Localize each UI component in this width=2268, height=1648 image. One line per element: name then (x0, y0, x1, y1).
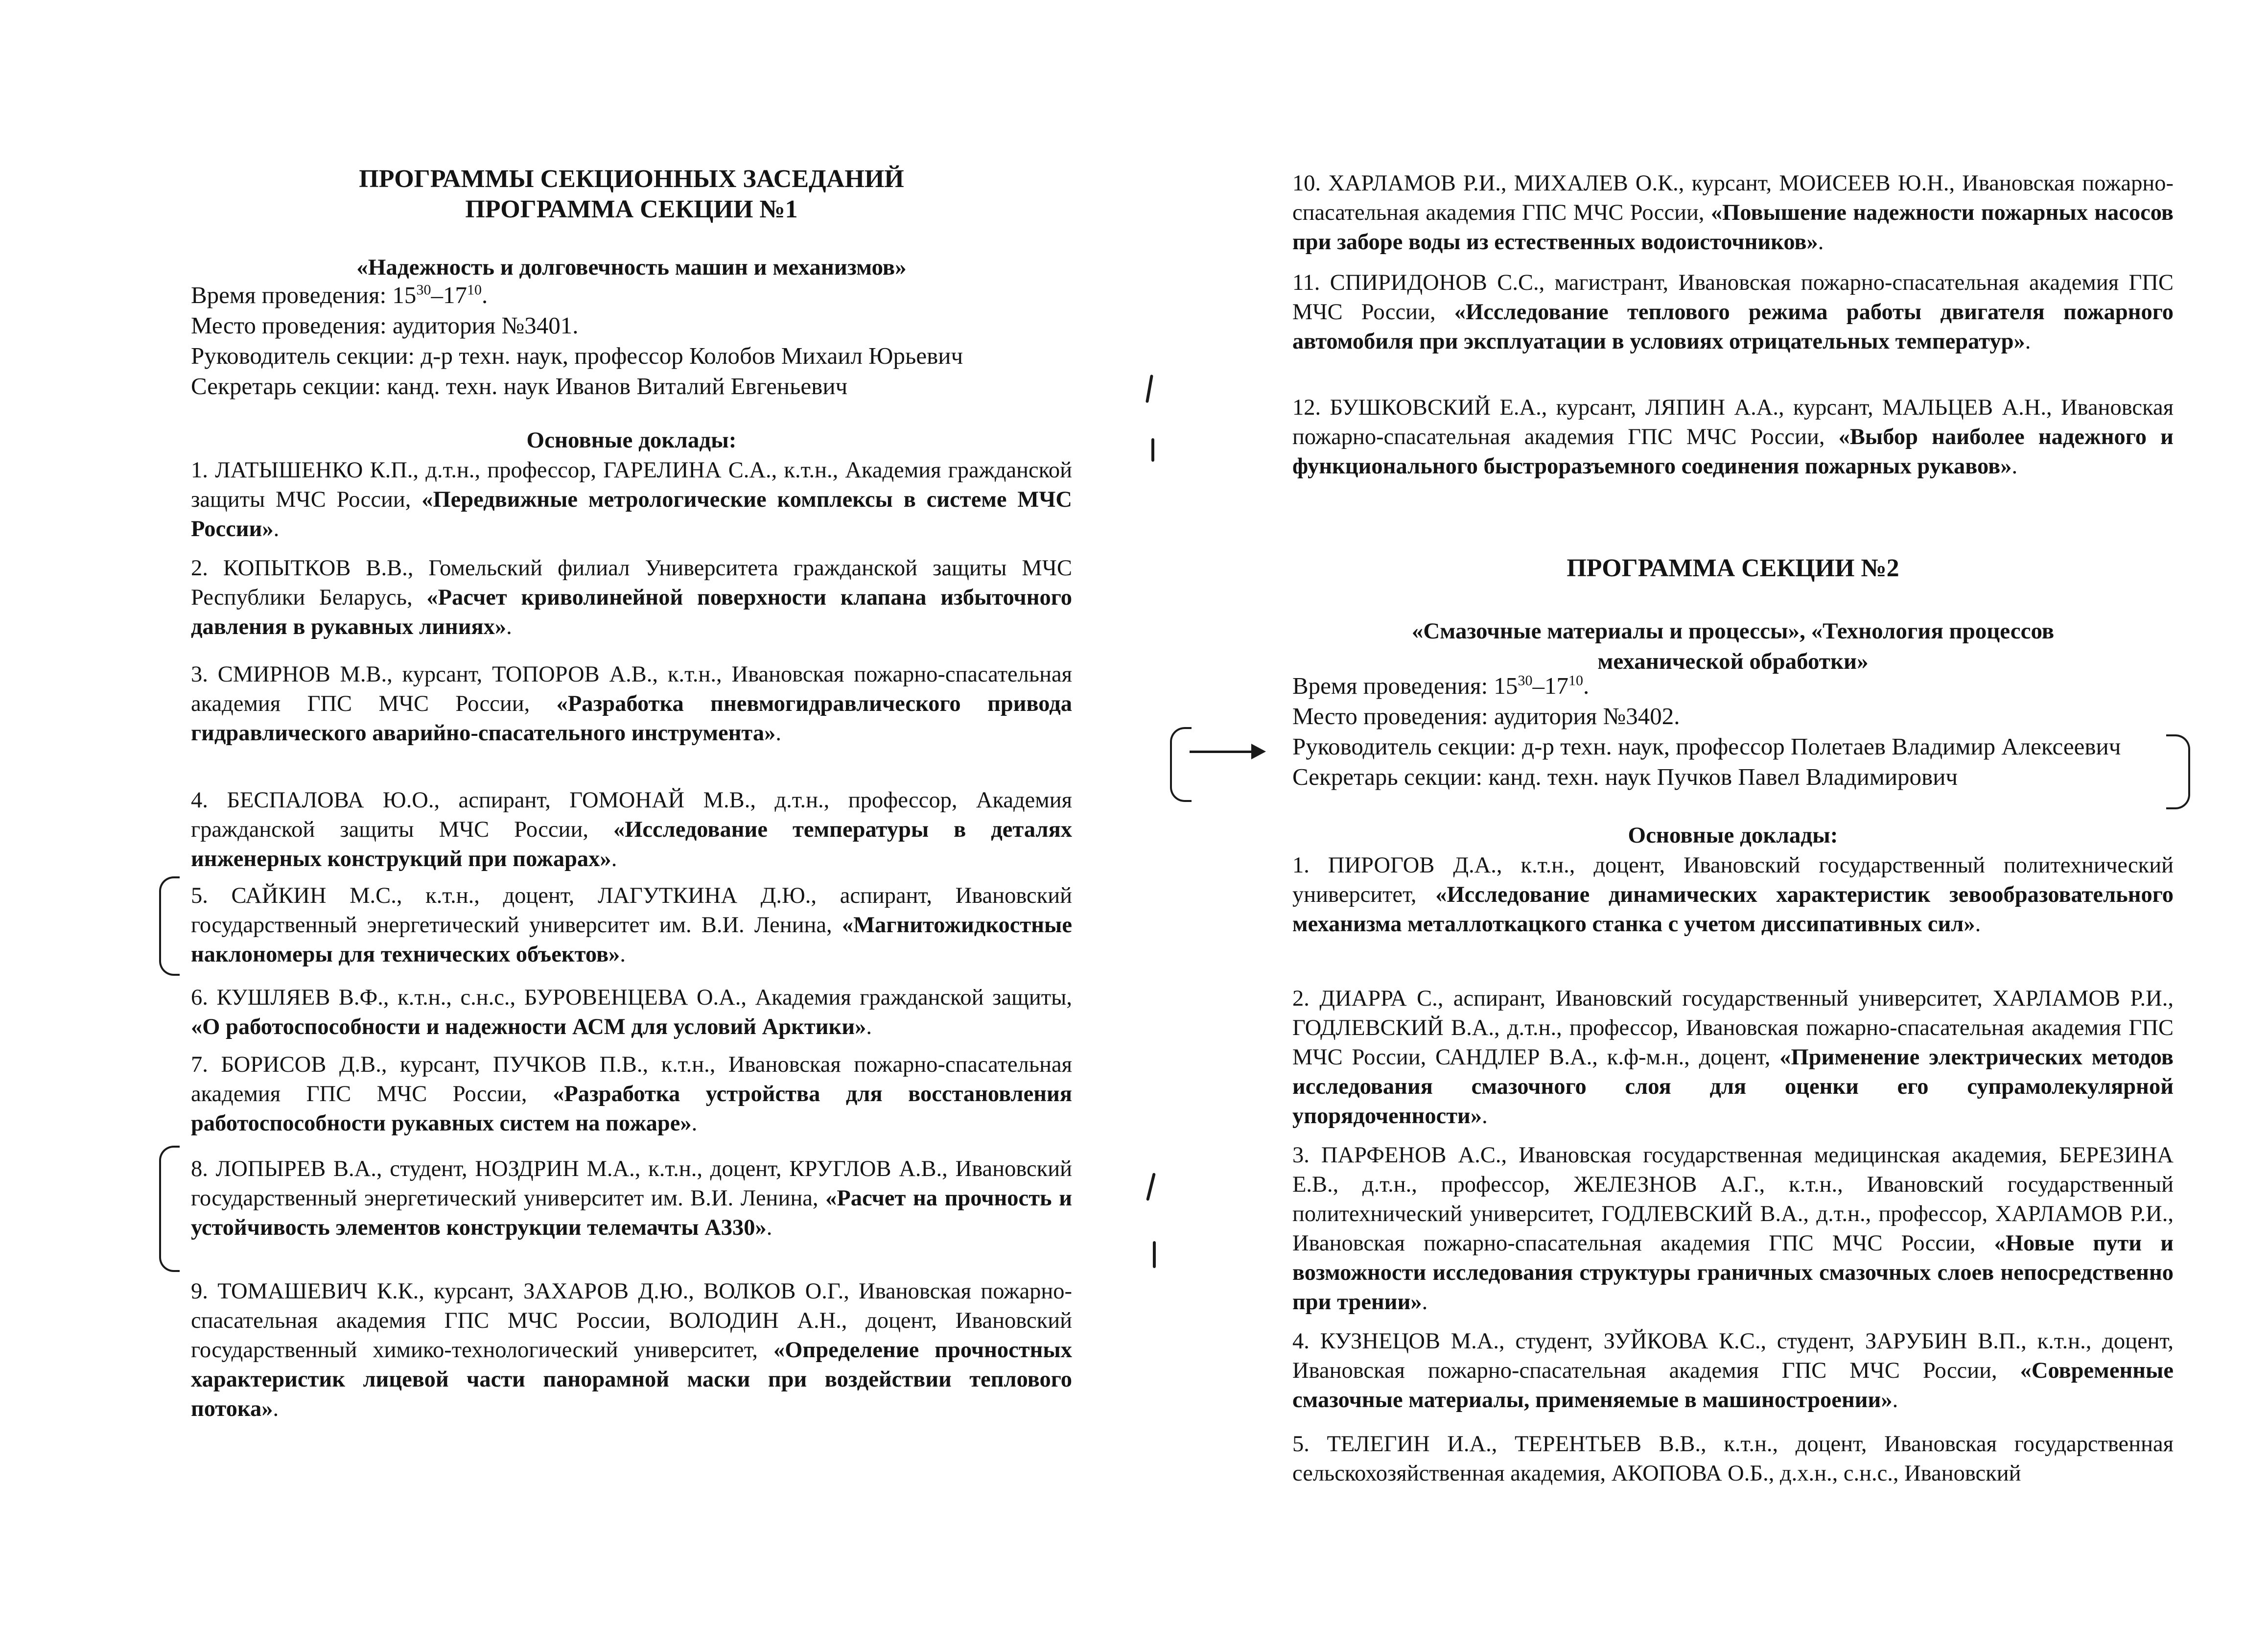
report-item: 4. БЕСПАЛОВА Ю.О., аспирант, ГОМОНАЙ М.В., д.т.н., профессор, Академия гражданской защиты МЧС России, «Исследование температуры в деталях инженерных конструкций при пожарах». (191, 788, 1072, 871)
report-item: 2. КОПЫТКОВ В.В., Гомельский филиал Университета гражданской защиты МЧС Республики Беларусь, «Расчет криволинейной поверхности клапана избыточного давления в рукавных линиях». (191, 556, 1072, 639)
section1-reports-heading: Основные доклады: (526, 427, 737, 453)
section2-place: Место проведения: аудитория №3402. (1292, 703, 1680, 730)
report-item: 5. САЙКИН М.С., к.т.н., доцент, ЛАГУТКИНА Д.Ю., аспирант, Ивановский государственный энергетический университет им. В.И. Ленина, «Магнитожидкостные наклономеры для технических объектов». (191, 883, 1072, 967)
handwritten-bracket-mark (2166, 734, 2190, 809)
section2-head: Руководитель секции: д-р техн. наук, профессор Полетаев Владимир Алексеевич (1292, 733, 2121, 760)
report-item: 2. ДИАРРА С., аспирант, Ивановский государственный университет, ХАРЛАМОВ Р.И., ГОДЛЕВСКИЙ В.А., д.т.н., профессор, Ивановская пожарно-спасательная академия ГПС МЧС России, САНДЛЕР В.А., к.ф-м.н., доцент, «Применение электрических методов исследования смазочного слоя для оценки его супрамолекулярной упорядоченности». (1292, 986, 2174, 1129)
report-item: 1. ЛАТЫШЕНКО К.П., д.т.н., профессор, ГАРЕЛИНА С.А., к.т.н., Академия гражданской защиты МЧС России, «Передвижные метрологические комплексы в системе МЧС России». (191, 458, 1072, 541)
program-header (191, 164, 1072, 225)
handwritten-arrow-mark (1190, 751, 1263, 753)
section1-title: «Надежность и долговечность машин и механизмов» (356, 255, 907, 280)
section1-head: Руководитель секции: д-р техн. наук, профессор Колобов Михаил Юрьевич (191, 342, 963, 369)
report-item: 12. БУШКОВСКИЙ Е.А., курсант, ЛЯПИН А.А., курсант, МАЛЬЦЕВ А.Н., Ивановская пожарно-спасательная академия ГПС МЧС России, «Выбор наиболее надежного и функционального быстроразъемного соединения пожарных рукавов». (1292, 395, 2174, 479)
section2-secretary: Секретарь секции: канд. техн. наук Пучков Павел Владимирович (1292, 763, 1958, 790)
section2-meta (1292, 671, 2174, 792)
report-item: 7. БОРИСОВ Д.В., курсант, ПУЧКОВ П.В., к.т.н., Ивановская пожарно-спасательная академия ГПС МЧС России, «Разработка устройства для восстановления работоспособности рукавных систем на пожаре». (191, 1052, 1072, 1136)
report-item: 3. ПАРФЕНОВ А.С., Ивановская государственная медицинская академия, БЕРЕЗИНА Е.В., д.т.н., профессор, ЖЕЛЕЗНОВ А.Г., к.т.н., Ивановский государственный политехнический университет, ГОДЛЕВСКИЙ В.А., д.т.н., профессор, ХАРЛАМОВ Р.И., Ивановская пожарно-спасательная академия ГПС МЧС России, «Новые пути и возможности исследования структуры граничных смазочных слоев непосредственно при трении». (1292, 1143, 2174, 1315)
handwritten-bracket-mark (159, 1146, 180, 1272)
report-item: 4. КУЗНЕЦОВ М.А., студент, ЗУЙКОВА К.С., студент, ЗАРУБИН В.П., к.т.н., доцент, Ивановская пожарно-спасательная академия ГПС МЧС России, «Современные смазочные материалы, применяемые в машиностроении». (1292, 1329, 2174, 1413)
handwritten-tick-mark (1146, 375, 1153, 403)
section1-meta (191, 280, 1072, 401)
report-item: 10. ХАРЛАМОВ Р.И., МИХАЛЕВ О.К., курсант, МОИСЕЕВ Ю.Н., Ивановская пожарно-спасательная академия ГПС МЧС России, «Повышение надежности пожарных насосов при заборе воды из естественных водоисточников». (1292, 171, 2174, 255)
section1-time: Время проведения: $15^{30}-17^{10}$. (191, 282, 488, 308)
handwritten-bracket-mark (1170, 727, 1192, 802)
handwritten-tick-mark (1151, 438, 1154, 462)
program-header-line1: ПРОГРАММЫ СЕКЦИОННЫХ ЗАСЕДАНИЙ (359, 165, 904, 193)
section2-time: Время проведения: $15^{30}-17^{10}$. (1292, 672, 1590, 699)
handwritten-bracket-mark (159, 876, 180, 976)
section2-title: «Смазочные материалы и процессы», «Технология процессов механической обработки» (1411, 618, 2055, 674)
report-item: 5. ТЕЛЕГИН И.А., ТЕРЕНТЬЕВ В.В., к.т.н., доцент, Ивановская государственная сельскохозяйственная академия, АКОПОВА О.Б., д.х.н., с.н.с., Ивановский (1292, 1432, 2174, 1486)
section1-secretary: Секретарь секции: канд. техн. наук Иванов Виталий Евгеньевич (191, 373, 848, 400)
report-item: 8. ЛОПЫРЕВ В.А., студент, НОЗДРИН М.А., к.т.н., доцент, КРУГЛОВ А.В., Ивановский государственный энергетический университет им. В.И. Ленина, «Расчет на прочность и устойчивость элементов конструкции телемачты А330». (191, 1156, 1072, 1240)
report-item: 6. КУШЛЯЕВ В.Ф., к.т.н., с.н.с., БУРОВЕНЦЕВА О.А., Академия гражданской защиты, «О работоспособности и надежности АСМ для условий Арктики». (191, 985, 1072, 1039)
handwritten-tick-mark (1153, 1241, 1156, 1268)
section2-header: ПРОГРАММА СЕКЦИИ №2 (1567, 554, 1899, 582)
section1-header: ПРОГРАММА СЕКЦИИ №1 (465, 195, 798, 223)
report-item: 3. СМИРНОВ М.В., курсант, ТОПОРОВ А.В., к.т.н., Ивановская пожарно-спасательная академия ГПС МЧС России, «Разработка пневмогидравлического привода гидравлического аварийно-спасательного инструмента». (191, 662, 1072, 746)
handwritten-tick-mark (1146, 1173, 1156, 1201)
report-item: 9. ТОМАШЕВИЧ К.К., курсант, ЗАХАРОВ Д.Ю., ВОЛКОВ О.Г., Ивановская пожарно-спасательная академия ГПС МЧС России, ВОЛОДИН А.Н., доцент, Ивановский государственный химико-технологический университет, «Определение прочностных характеристик лицевой части панорамной маски при воздействии теплового потока». (191, 1279, 1072, 1421)
section1-place: Место проведения: аудитория №3401. (191, 312, 579, 339)
report-item: 11. СПИРИДОНОВ С.С., магистрант, Ивановская пожарно-спасательная академия ГПС МЧС России, «Исследование теплового режима работы двигателя пожарного автомобиля при эксплуатации в условиях отрицательных температур». (1292, 270, 2174, 354)
report-item: 1. ПИРОГОВ Д.А., к.т.н., доцент, Ивановский государственный политехнический университет, «Исследование динамических характеристик зевообразовательного механизма металлоткацкого станка с учетом диссипативных сил». (1292, 853, 2174, 937)
section2-reports-heading: Основные доклады: (1628, 823, 1838, 848)
